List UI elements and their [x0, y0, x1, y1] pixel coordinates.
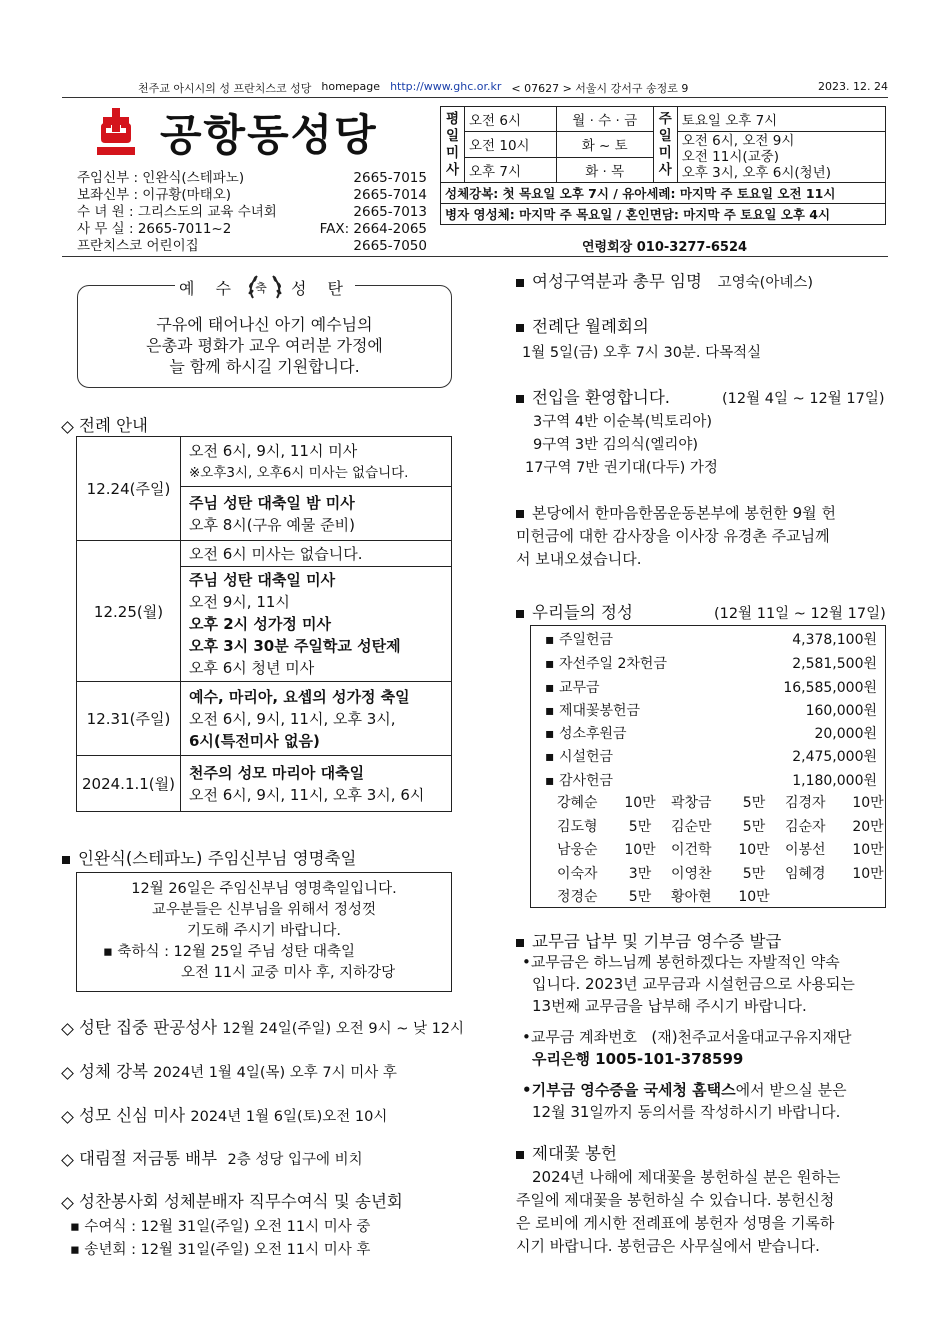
- dues-text: •교무금은 하느님께 봉헌하겠다는 자발적인 약속 입니다. 2023년 교무금과 시설헌금으로 사용되는 13번째 교무금을 납부해 주시기 바랍니다. •교무금 계좌번호 (재)천주교서울대교구유지재단 우리은행 1005-101-378599 •기부금 영수증을 국세청 홈택스에서 받으실 분은 12월 31일까지 동의서를 작성하시기 바랍니다.: [522, 951, 890, 1123]
- offering-row: ▪ 성소후원금 20,000원: [545, 726, 877, 742]
- offering-heading: 우리들의 정성: [516, 599, 633, 623]
- diamond-bullet-icon: [62, 1112, 71, 1121]
- choir-bullet: ▪ 송년회 : 12월 31일(주일) 오전 11시 미사 후: [70, 1242, 371, 1258]
- square-bullet-icon: [516, 939, 524, 947]
- welcome-list: 3구역 4반 이순복(빅토리아) 9구역 3반 김의식(엘리야) 17구역 7반 권기대(다두) 가정: [525, 414, 718, 476]
- feast-heading: 인완식(스테파노) 주임신부님 영명축일: [62, 845, 356, 869]
- address: < 07627 > 서울시 강서구 송정로 9: [511, 82, 689, 95]
- diamond-bullet-icon: [62, 1024, 71, 1033]
- mass-note: 성체강복: 첫 목요일 오후 7시 / 유아세례: 마지막 주 토요일 오전 11시: [441, 183, 886, 204]
- diamond-bullet-icon: [62, 422, 71, 431]
- diamond-bullet-icon: [62, 1068, 71, 1077]
- offering-box: [530, 625, 886, 908]
- square-bullet-icon: [516, 395, 524, 403]
- account-number: 우리은행 1005-101-378599: [532, 1050, 744, 1068]
- staff-row: 프란치스코 어린이집 2665-7050: [77, 238, 427, 254]
- header-line: [138, 80, 888, 96]
- square-bullet-icon: [516, 279, 524, 287]
- confession-notice: 성탄 집중 판공성사 12월 24일(주일) 오전 9시 ~ 낮 12시: [62, 1014, 464, 1038]
- square-bullet-icon: [516, 610, 524, 618]
- page-title: 공항동성당: [160, 111, 378, 161]
- offering-range: (12월 11일 ~ 12월 17일): [714, 606, 886, 622]
- homepage-label: homepage: [321, 80, 381, 93]
- sunday-mass-times: 오전 6시, 오전 9시 오전 11시(교중) 오후 3시, 오후 6시(청년): [677, 132, 885, 183]
- homepage-link[interactable]: http://www.ghc.or.kr: [390, 80, 502, 93]
- choir-bullet: ▪ 수여식 : 12월 31일(주일) 오전 11시 미사 중: [70, 1219, 371, 1235]
- divider: [62, 97, 888, 98]
- laurel-wreath-icon: [245, 272, 285, 302]
- staff-list: [77, 170, 427, 255]
- staff-row: 수 녀 원 : 그리스도의 교육 수녀회 2665-7013: [77, 204, 427, 220]
- parish-name: 천주교 아시시의 성 프란치스코 성당: [138, 82, 312, 95]
- sunday-mass-label: 주 일 미 사: [653, 107, 677, 183]
- liturgy-heading: 전례 안내: [62, 412, 148, 436]
- flowers-heading: 제대꽃 봉헌: [516, 1140, 617, 1164]
- welcome-heading: 전입을 환영합니다.: [516, 384, 670, 408]
- offering-row: ▪ 교무금 16,585,000원: [545, 680, 877, 696]
- feast-box: 12월 26일은 주임신부님 영명축일입니다. 교우분들은 신부님을 위해서 정성껏 기도해 주시기 바랍니다. ▪ 축하식 : 12월 25일 주님 성탄 대축일 오전 11시 교중 미사 후, 지하강당: [76, 872, 452, 992]
- square-bullet-icon: [516, 324, 524, 332]
- offering-row: ▪ 시설헌금 2,475,000원: [545, 749, 877, 765]
- flowers-text: 2024년 나해에 제대꽃을 봉헌하실 분은 원하는 주일에 제대꽃을 봉헌하실 수 있습니다. 봉헌신청 은 로비에 게시한 전례표에 봉헌자 성명을 기록하 시기 바랍니다. 봉헌금은 사무실에서 받습니다.: [516, 1168, 841, 1255]
- advent-bank-notice: 대림절 저금통 배부 2층 성당 입구에 비치: [62, 1145, 363, 1169]
- altar-meeting-heading: 전례단 월례회의: [516, 313, 649, 337]
- altar-meeting-detail: 1월 5일(금) 오후 7시 30분. 다목적실: [522, 345, 762, 361]
- donor-list: 강혜순 10만 곽창금 5만 김경자 10만 김도형 5만 김순만 5만 김순자 20만 남웅순 10만 이건학 10만 이봉선 10만 이숙자 3만 이영찬 5만 임혜경 10만 정경순 5만 황아현 10만: [557, 795, 884, 905]
- christmas-greeting-box: 구유에 태어나신 아기 예수님의 은총과 평화가 교우 여러분 가정에 늘 함께 하시길 기원합니다.: [77, 285, 452, 388]
- thanks-notice: 본당에서 한마음한몸운동본부에 봉헌한 9월 헌 미헌금에 대한 감사장을 이사장 유경촌 주교님께 서 보내오셨습니다.: [516, 504, 836, 568]
- square-bullet-icon: [516, 510, 524, 518]
- divider: [62, 256, 888, 257]
- diamond-bullet-icon: [62, 1155, 71, 1164]
- mass-schedule-table: 평 일 미 사 오전 6시 월 · 수 · 금 주 일 미 사 토요일 오후 7시 오전 10시 화 ~ 토 오전 6시, 오전 9시 오전 11시(교중) 오후 3시, 오후 6시(청년) 오후 7시 화 · 목 성체강복: 첫 목요일 오후 7시 / 유아세례: 마지막 주 토요일 오전 11시 병자 영성체: 마지막 주 목요일 / 혼인면담: 마지막 주 토요일 오후 4시: [440, 106, 886, 225]
- square-bullet-icon: [516, 1151, 524, 1159]
- offering-row: ▪ 제대꽃봉헌금 160,000원: [545, 703, 877, 719]
- marian-mass-notice: 성모 신심 미사 2024년 1월 6일(토)오전 10시: [62, 1102, 387, 1126]
- benediction-notice: 성체 강복 2024년 1월 4일(목) 오후 7시 미사 후: [62, 1058, 397, 1082]
- offering-row: ▪ 감사헌금 1,180,000원: [545, 773, 877, 789]
- choir-heading: 성찬봉사회 성체분배자 직무수여식 및 송년회: [62, 1188, 403, 1212]
- christmas-heading: 예 수 축 성 탄: [175, 272, 355, 302]
- contact-line: 연령회장 010-3277-6524: [582, 240, 748, 255]
- issue-date: 2023. 12. 24: [818, 80, 888, 93]
- offering-row: ▪ 주일헌금 4,378,100원: [545, 632, 877, 648]
- welcome-range: (12월 4일 ~ 12월 17일): [722, 391, 885, 407]
- mass-note: 병자 영성체: 마지막 주 목요일 / 혼인면담: 마지막 주 토요일 오후 4시: [441, 204, 886, 225]
- liturgy-table: 12.24(주일) 오전 6시, 9시, 11시 미사 ※오후3시, 오후6시 미사는 없습니다. 주님 성탄 대축일 밤 미사 오후 8시(구유 예물 준비) 12.25(월) 오전 6시 미사는 없습니다. 주님 성탄 대축일 미사 오전 9시, 11시 오후 2시 성가정 미사 오후 3시 30분 주일학교 성탄제 오후 6시 청년 미사 12.31(주일) 예수, 마리아, 요셉의 성가정 축일 오전 6시, 9시, 11시, 오후 3시, 6시(특전미사 없음) 2024.1.1(월) 천주의 성모 마리아 대축일 오전 6시, 9시, 11시, 오후 3시, 6시: [76, 436, 452, 812]
- staff-row: 사 무 실 : 2665-7011~2 FAX: 2664-2065: [77, 221, 427, 237]
- diamond-bullet-icon: [62, 1198, 71, 1207]
- square-bullet-icon: [62, 856, 70, 864]
- dues-heading: 교무금 납부 및 기부금 영수증 발급: [516, 928, 781, 952]
- staff-row: 주임신부 : 인완식(스테파노) 2665-7015: [77, 170, 427, 186]
- svg-text:축: 축: [255, 281, 275, 295]
- staff-row: 보좌신부 : 이규황(마태오) 2665-7014: [77, 187, 427, 203]
- weekday-mass-label: 평 일 미 사: [441, 107, 465, 183]
- offering-row: ▪ 자선주일 2차헌금 2,581,500원: [545, 656, 877, 672]
- women-appointment: 여성구역분과 총무 임명 고영숙(아녜스): [516, 268, 813, 292]
- church-logo-icon: [95, 105, 137, 157]
